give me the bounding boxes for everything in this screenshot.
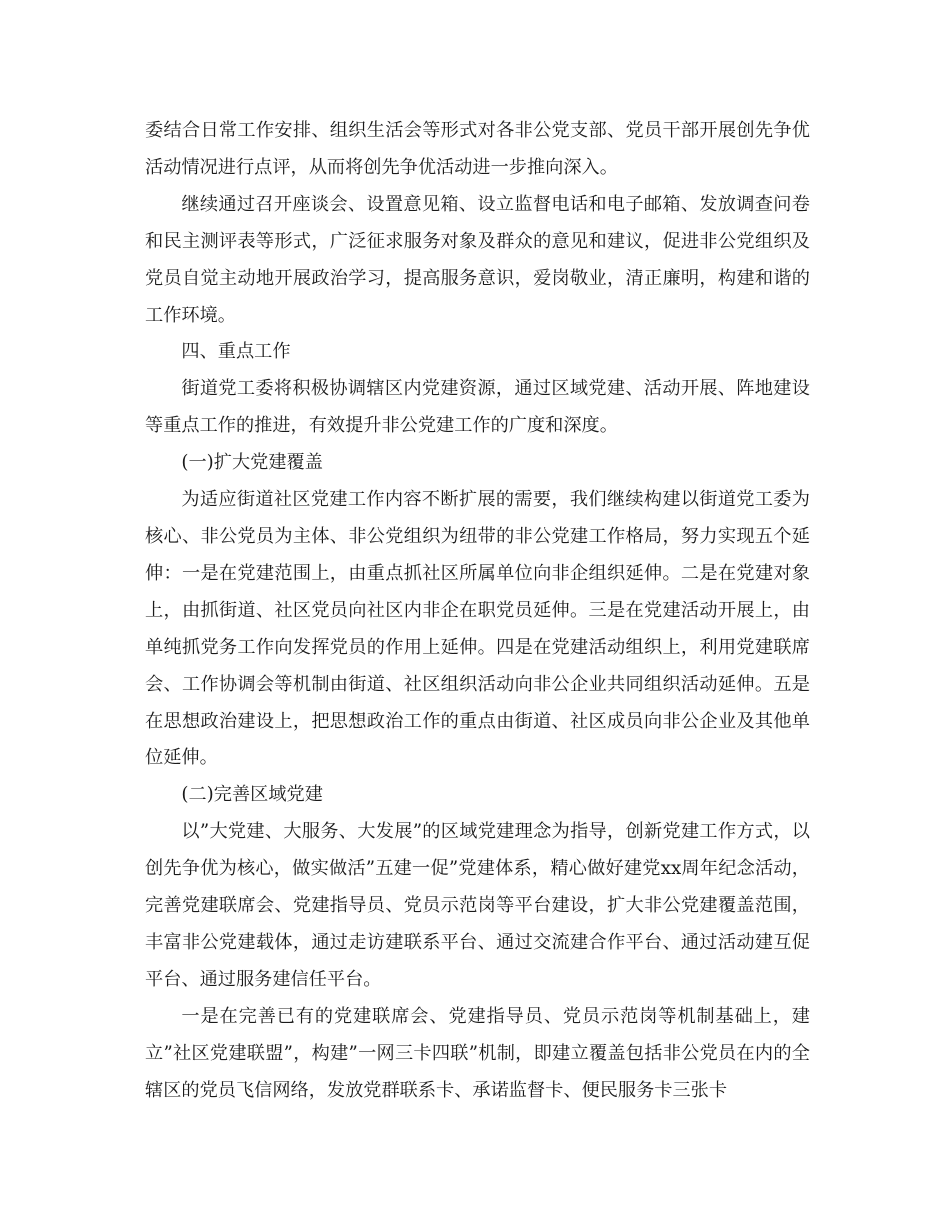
section-heading-key-work: 四、重点工作 bbox=[181, 341, 291, 363]
paragraph-6: 一是在完善已有的党建联席会、党建指导员、党员示范岗等机制基础上，建立”社区党建联盟”，构建”一网三卡四联”机制，即建立覆盖包括非公党员在内的全辖区的党员飞信网络，发放党群联系卡、承诺监督卡、便民服务卡三张卡 bbox=[145, 1005, 810, 1101]
subheading-expand-coverage: (一)扩大党建覆盖 bbox=[181, 452, 323, 474]
subheading-improve-regional: (二)完善区域党建 bbox=[181, 784, 323, 806]
paragraph-4: 为适应街道社区党建工作内容不断扩展的需要，我们继续构建以街道党工委为核心、非公党员为主体、非公党组织为纽带的非公党建工作格局，努力实现五个延伸：一是在党建范围上，由重点抓社区所属单位向非企组织延伸。二是在党建对象上，由抓街道、社区党员向社区内非企在职党员延伸。三是在党建活动开展上，由单纯抓党务工作向发挥党员的作用上延伸。四是在党建活动组织上，利用党建联席会、工作协调会等机制由街道、社区组织活动向非公企业共同组织活动延伸。五是在思想政治建设上，把思想政治工作的重点由街道、社区成员向非公企业及其他单位延伸。 bbox=[145, 489, 810, 769]
paragraph-1: 委结合日常工作安排、组织生活会等形式对各非公党支部、党员干部开展创先争优活动情况进行点评，从而将创先争优活动进一步推向深入。 bbox=[145, 120, 810, 178]
paragraph-5: 以”大党建、大服务、大发展”的区域党建理念为指导，创新党建工作方式，以创先争优为核心，做实做活”五建一促”党建体系，精心做好建党xx周年纪念活动，完善党建联席会、党建指导员、党员示范岗等平台建设，扩大非公党建覆盖范围，丰富非公党建载体，通过走访建联系平台、通过交流建合作平台、通过活动建互促平台、通过服务建信任平台。 bbox=[145, 821, 810, 990]
paragraph-2: 继续通过召开座谈会、设置意见箱、设立监督电话和电子邮箱、发放调查问卷和民主测评表等形式，广泛征求服务对象及群众的意见和建议，促进非公党组织及党员自觉主动地开展政治学习，提高服务意识，爱岗敬业，清正廉明，构建和谐的工作环境。 bbox=[145, 193, 810, 326]
document-body bbox=[145, 113, 810, 1109]
paragraph-3: 街道党工委将积极协调辖区内党建资源，通过区域党建、活动开展、阵地建设等重点工作的推进，有效提升非公党建工作的广度和深度。 bbox=[145, 378, 810, 437]
